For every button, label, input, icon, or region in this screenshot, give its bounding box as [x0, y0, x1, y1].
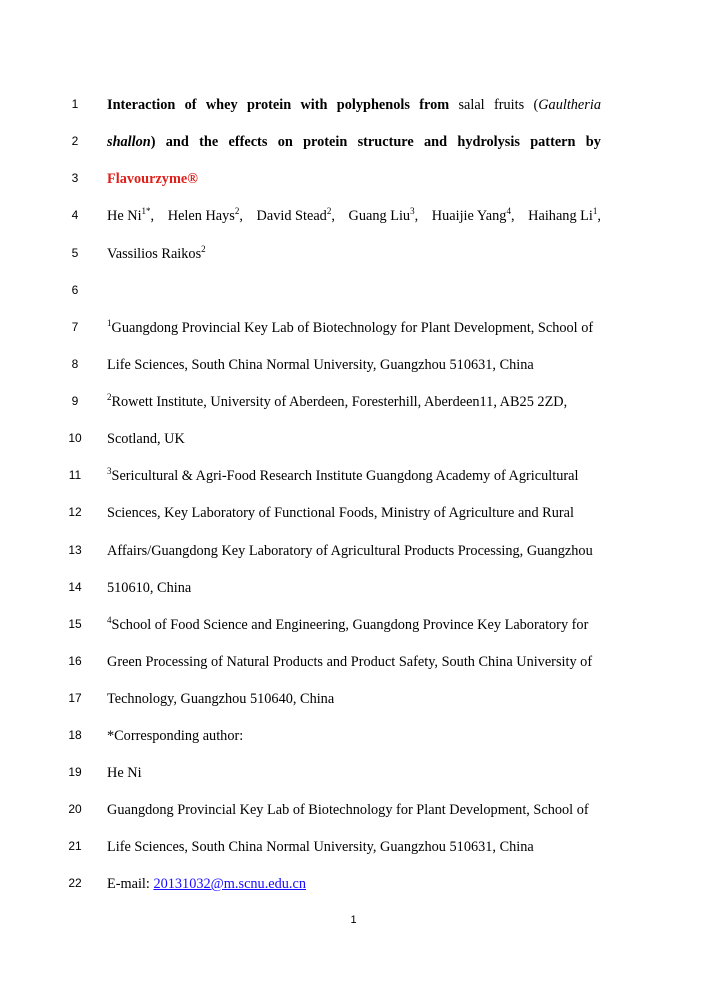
line-row [0, 688, 707, 710]
line-row [0, 799, 707, 821]
line-number: 6 [71, 283, 79, 297]
line-row [0, 131, 707, 153]
line-row [0, 94, 707, 116]
line-number: 8 [71, 357, 79, 371]
line-row [0, 651, 707, 673]
affiliation-1: $^1$Guangdong Provincial Key Lab of Biotechnology for Plant Development, School of [107, 318, 594, 336]
author: David Stead$^2$, [256, 206, 335, 224]
page-number: 1 [350, 914, 357, 926]
line-row [0, 762, 707, 784]
corresponding-name: He Ni [107, 765, 142, 781]
line-number: 10 [68, 431, 82, 445]
email-link[interactable]: 20131032@m.scnu.edu.cn [153, 876, 306, 892]
affiliation-3: $^3$Sericultural & Agri-Food Research Institute Guangdong Academy of Agricultural [107, 466, 579, 484]
title-line-2: shallon) and the effects on protein structure and hydrolysis pattern by [107, 134, 601, 150]
line-number: 3 [71, 171, 79, 185]
line-number: 20 [68, 802, 82, 816]
affiliation-2-cont: Scotland, UK [107, 431, 185, 447]
author: Vassilios Raikos$^2$ [107, 244, 206, 262]
line-row [0, 168, 707, 190]
author: He $Ni^{1*}$, [107, 206, 155, 224]
line-row [0, 502, 707, 524]
affiliation-4-cont: Technology, Guangzhou 510640, China [107, 691, 335, 707]
line-row [0, 317, 707, 339]
line-row [0, 428, 707, 450]
line-number: 5 [71, 246, 79, 260]
line-number: 14 [68, 580, 82, 594]
line-number: 4 [71, 208, 79, 222]
line-number: 2 [71, 134, 79, 148]
author: Haihang Li$^1$, [528, 206, 601, 224]
corresponding-address-cont: Life Sciences, South China Normal University, Guangzhou 510631, China [107, 839, 534, 855]
line-row [0, 243, 707, 265]
email-line: E-mail: 20131032@m.scnu.edu.cn [107, 876, 306, 892]
author: Guang Liu$^3$, [348, 206, 419, 224]
line-row [0, 205, 707, 227]
title-line-1: Interaction of whey protein with polyphenols from salal fruits (Gaultheria [107, 97, 601, 113]
affiliation-4: $^4$School of Food Science and Engineering, Guangdong Province Key Laboratory for [107, 615, 589, 633]
line-number: 13 [68, 543, 82, 557]
line-row [0, 873, 707, 895]
title-line-3: Flavourzyme® [107, 171, 198, 187]
affiliation-4-cont: Green Processing of Natural Products and Product Safety, South China University of [107, 654, 593, 670]
affiliation-3-cont: Affairs/Guangdong Key Laboratory of Agricultural Products Processing, Guangzhou [107, 543, 593, 559]
line-number: 18 [68, 728, 82, 742]
line-number: 15 [68, 617, 82, 631]
line-number: 22 [68, 876, 82, 890]
line-number: 12 [68, 505, 82, 519]
line-number: 21 [68, 839, 82, 853]
affiliation-3-cont: Sciences, Key Laboratory of Functional Foods, Ministry of Agriculture and Rural [107, 505, 574, 521]
line-row [0, 614, 707, 636]
corresponding-label: *Corresponding author: [107, 728, 244, 744]
line-number: 16 [68, 654, 82, 668]
line-row [0, 354, 707, 376]
line-number: 19 [68, 765, 82, 779]
author: Helen Hays$^2$, [167, 206, 243, 224]
line-row [0, 577, 707, 599]
line-row [0, 280, 707, 302]
line-row [0, 465, 707, 487]
line-row [0, 836, 707, 858]
corresponding-address: Guangdong Provincial Key Lab of Biotechnology for Plant Development, School of [107, 802, 589, 818]
affiliation-1-cont: Life Sciences, South China Normal University, Guangzhou 510631, China [107, 357, 534, 373]
line-number: 17 [68, 691, 82, 705]
line-number: 7 [71, 320, 79, 334]
affiliation-2: $^2$Rowett Institute, University of Aberdeen, Foresterhill, Aberdeen11, AB25 2ZD, [107, 392, 568, 410]
affiliation-3-cont: 510610, China [107, 580, 192, 596]
line-row [0, 540, 707, 562]
line-row [0, 391, 707, 413]
author-list [107, 206, 601, 226]
line-number: 1 [71, 97, 79, 111]
author: Huaijie Yang$^4$, [431, 206, 515, 224]
line-row [0, 725, 707, 747]
line-number: 9 [71, 394, 79, 408]
line-number: 11 [68, 468, 82, 482]
